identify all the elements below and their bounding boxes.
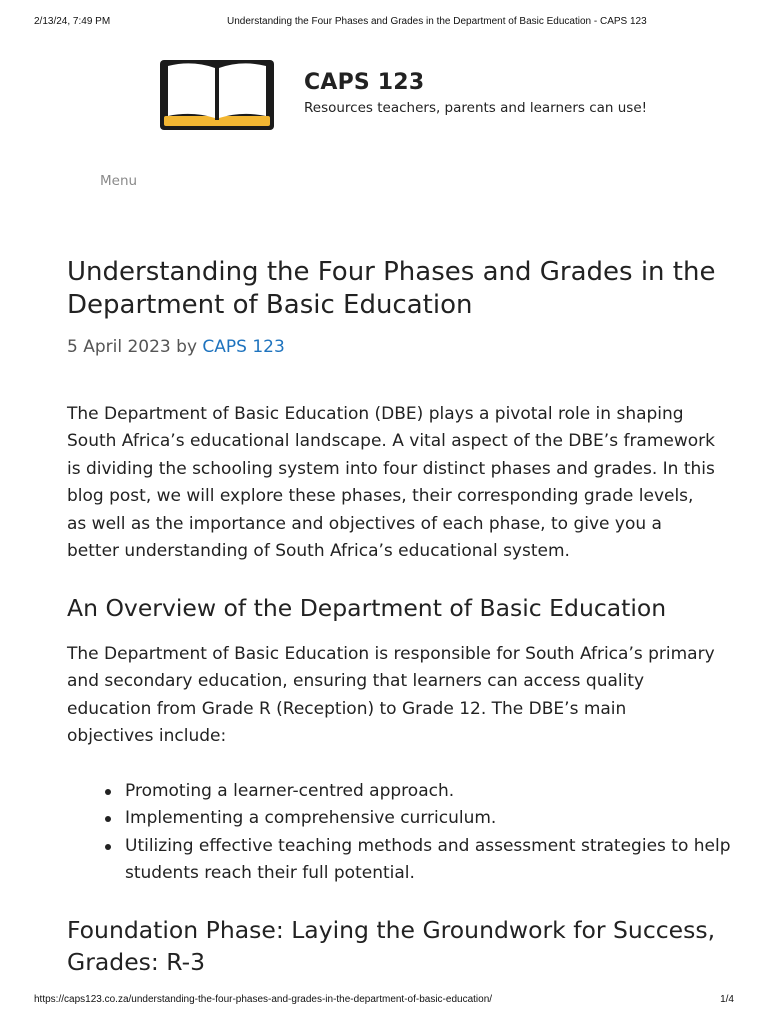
site-title[interactable]: CAPS 123 <box>304 70 425 95</box>
list-item <box>125 833 755 888</box>
author-link[interactable]: CAPS 123 <box>202 337 285 357</box>
bullet-icon <box>105 789 111 795</box>
bullet-icon <box>105 816 111 822</box>
print-page-number: 1/4 <box>720 994 734 1005</box>
print-timestamp: 2/13/24, 7:49 PM <box>34 16 111 27</box>
list-item <box>125 805 755 832</box>
article-date: 5 April 2023 <box>67 337 171 357</box>
menu-button[interactable]: Menu <box>100 173 138 189</box>
list-item-text: Promoting a learner-centred approach. <box>125 781 455 801</box>
bullet-icon <box>105 844 111 850</box>
list-item-text: Utilizing effective teaching methods and assessment strategies to help students reach their full potential. <box>125 835 731 884</box>
objectives-list <box>67 778 755 888</box>
print-url: https://caps123.co.za/understanding-the-four-phases-and-grades-in-the-department-of-basic-education/ <box>34 994 493 1005</box>
list-item-text: Implementing a comprehensive curriculum. <box>125 808 497 829</box>
section-heading-foundation-phase: Foundation Phase: Laying the Groundwork for Success, Grades: R-3 <box>67 916 716 976</box>
article-meta <box>67 337 285 357</box>
article-title: Understanding the Four Phases and Grades in the Department of Basic Education <box>67 257 716 320</box>
intro-paragraph: The Department of Basic Education (DBE) plays a pivotal role in shaping South Africa’s educational landscape. A vital aspect of the DBE’s framework is dividing the schooling system into four distinct phases and grades. In this blog post, we will explore these phases, their corresponding grade levels, as well as the importance and objectives of each phase, to give you a better understanding of South Africa’s educational system. <box>67 404 716 562</box>
site-description: Resources teachers, parents and learners can use! <box>304 100 648 116</box>
byline-label: by <box>176 337 198 357</box>
list-item <box>125 778 755 805</box>
open-book-icon <box>158 56 276 134</box>
print-page-title: Understanding the Four Phases and Grades in the Department of Basic Education - CAPS 123 <box>227 16 647 27</box>
site-logo-open-book-icon[interactable] <box>158 56 276 134</box>
section-heading-overview: An Overview of the Department of Basic Education <box>67 594 667 622</box>
overview-paragraph: The Department of Basic Education is responsible for South Africa’s primary and secondary education, ensuring that learners can access quality education from Grade R (Reception) to Grade 12. The DBE’s main objectives include: <box>67 644 715 747</box>
